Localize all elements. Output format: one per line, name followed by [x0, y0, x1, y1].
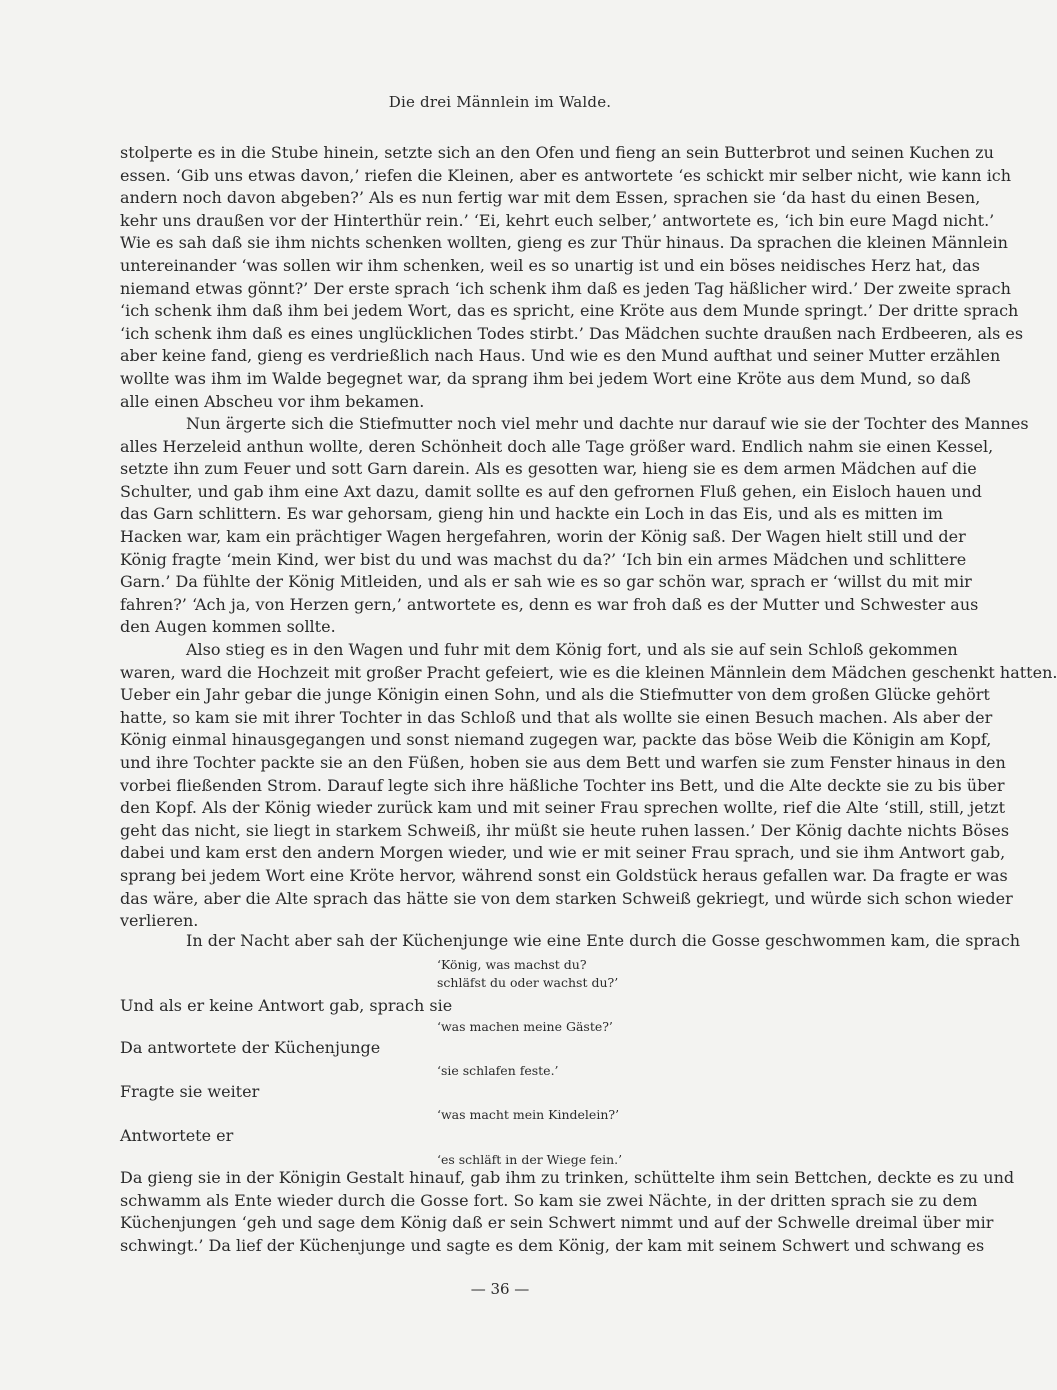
paragraph-4 [120, 930, 1021, 953]
verse-line: ‘was macht mein Kindelein?’ [437, 1107, 620, 1122]
text-line: aber keine fand, gieng es verdrießlich nach Haus. Und wie es den Mund aufthat und seiner Mutter erzählen [120, 346, 1001, 366]
text-line: den Augen kommen sollte. [120, 617, 336, 637]
text-line: untereinander ‘was sollen wir ihm schenken, weil es so unartig ist und ein böses neidisches Herz hat, das [120, 255, 980, 275]
text-line: und ihre Tochter packte sie an den Füßen, hoben sie aus dem Bett und warfen sie zum Fenster hinaus in den [120, 752, 1006, 772]
text-line: setzte ihn zum Feuer und sott Garn darein. Als es gesotten war, hieng sie es dem armen Mädchen auf die [120, 459, 977, 479]
verse-line: schläfst du oder wachst du?’ [437, 975, 619, 990]
text-line: Garn.’ Da fühlte der König Mitleiden, und als er sah wie es so gar schön war, sprach er ‘willst du mit mir [120, 572, 972, 592]
narration-line: Da antwortete der Küchenjunge [120, 1038, 381, 1057]
verse-line: ‘was machen meine Gäste?’ [437, 1019, 613, 1034]
text-line: stolperte es in die Stube hinein, setzte sich an den Ofen und fieng an sein Butterbrot und seinen Kuchen zu [120, 143, 994, 162]
running-title: Die drei Männlein im Walde. [388, 93, 612, 111]
text-line: Nun ärgerte sich die Stiefmutter noch viel mehr und dachte nur darauf wie sie der Tochter des Mannes [186, 414, 1029, 433]
text-line: König fragte ‘mein Kind, wer bist du und was machst du da?’ ‘Ich bin ein armes Mädchen und schlittere [120, 549, 967, 569]
text-line: das Garn schlittern. Es war gehorsam, gieng hin und hackte ein Loch in das Eis, und als es mitten im [120, 504, 943, 524]
text-line: Küchenjungen ‘geh und sage dem König daß er sein Schwert nimmt und auf der Schwelle dreimal über mir [120, 1213, 994, 1233]
text-line: verlieren. [120, 911, 199, 931]
text-line: König einmal hinausgegangen und sonst niemand zugegen war, packte das böse Weib die Königin am Kopf, [120, 730, 992, 750]
paragraph-3 [120, 639, 1057, 933]
text-line: dabei und kam erst den andern Morgen wieder, und wie er mit seiner Frau sprach, und sie ihm Antwort gab, [120, 843, 1006, 863]
text-line: kehr uns draußen vor der Hinterthür rein.’ ‘Ei, kehrt euch selber,’ antwortete es, ‘ich bin eure Magd nicht.’ [120, 210, 995, 230]
text-line: Also stieg es in den Wagen und fuhr mit dem König fort, und als sie auf sein Schloß gekommen [186, 640, 958, 659]
page-number: — 36 — [470, 1280, 530, 1298]
text-line: das wäre, aber die Alte sprach das hätte sie von dem starken Schweiß gekriegt, und würde sich schon wieder [120, 888, 1013, 908]
text-line: Hacken war, kam ein prächtiger Wagen hergefahren, worin der König saß. Der Wagen hielt still und der [120, 526, 966, 546]
text-line: andern noch davon abgeben?’ Als es nun fertig war mit dem Essen, sprachen sie ‘da hast du einen Besen, [120, 188, 981, 208]
text-line: Ueber ein Jahr gebar die junge Königin einen Sohn, und als die Stiefmutter von dem großen Glücke gehört [120, 685, 990, 705]
verse-line: ‘König, was machst du? [437, 957, 587, 972]
paragraph-2 [120, 413, 1029, 639]
text-line: wollte was ihm im Walde begegnet war, da sprang ihm bei jedem Wort eine Kröte aus dem Mund, so daß [120, 368, 971, 388]
text-line: den Kopf. Als der König wieder zurück kam und mit seiner Frau sprechen wollte, rief die Alte ‘still, still, jetzt [120, 798, 1005, 818]
text-line: In der Nacht aber sah der Küchenjunge wie eine Ente durch die Gosse geschwommen kam, die sprach [186, 931, 1021, 950]
text-line: Da gieng sie in der Königin Gestalt hinauf, gab ihm zu trinken, schüttelte ihm sein Bettchen, deckte es zu und [120, 1168, 1015, 1187]
narration-line: Und als er keine Antwort gab, sprach sie [120, 996, 453, 1015]
text-line: ‘ich schenk ihm daß ihm bei jedem Wort, das es spricht, eine Kröte aus dem Munde springt.’ Der dritte sprach [120, 301, 1019, 321]
text-line: geht das nicht, sie liegt in starkem Schweiß, ihr müßt sie heute ruhen lassen.’ Der König dachte nichts Böses [120, 820, 1010, 840]
verse-line: ‘es schläft in der Wiege fein.’ [437, 1152, 623, 1167]
paragraph-5 [120, 1167, 1015, 1257]
narration-line: Antwortete er [120, 1126, 234, 1145]
text-line: fahren?’ ‘Ach ja, von Herzen gern,’ antwortete es, denn es war froh daß es der Mutter und Schwester aus [120, 594, 979, 614]
text-line: waren, ward die Hochzeit mit großer Pracht gefeiert, wie es die kleinen Männlein dem Mädchen geschenkt hatten. [120, 662, 1057, 682]
text-line: alles Herzeleid anthun wollte, deren Schönheit doch alle Tage größer ward. Endlich nahm sie einen Kessel, [120, 436, 994, 456]
text-line: niemand etwas gönnt?’ Der erste sprach ‘ich schenk ihm daß es jeden Tag häßlicher wird.’ Der zweite sprach [120, 278, 1011, 298]
text-line: sprang bei jedem Wort eine Kröte hervor, während sonst ein Goldstück heraus gefallen war. Da fragte er was [120, 865, 1008, 885]
text-line: Wie es sah daß sie ihm nichts schenken wollten, gieng es zur Thür hinaus. Da sprachen die kleinen Männlein [120, 233, 1008, 253]
text-line: vorbei fließenden Strom. Darauf legte sich ihre häßliche Tochter ins Bett, und die Alte deckte sie zu bis über [120, 775, 1005, 795]
verse-line: ‘sie schlafen feste.’ [437, 1063, 559, 1078]
text-line: ‘ich schenk ihm daß es eines unglücklichen Todes stirbt.’ Das Mädchen suchte draußen nach Erdbeeren, als es [120, 323, 1024, 343]
text-line: essen. ‘Gib uns etwas davon,’ riefen die Kleinen, aber es antwortete ‘es schickt mir selber nicht, wie kann ich [120, 165, 1012, 185]
text-line: schwingt.’ Da lief der Küchenjunge und sagte es dem König, der kam mit seinem Schwert und schwang es [120, 1235, 985, 1255]
paragraph-1 [120, 142, 1024, 413]
narration-line: Fragte sie weiter [120, 1082, 260, 1101]
text-line: Schulter, und gab ihm eine Axt dazu, damit sollte es auf den gefrornen Fluß gehen, ein Eisloch hauen und [120, 481, 982, 501]
text-line: schwamm als Ente wieder durch die Gosse fort. So kam sie zwei Nächte, in der dritten sprach sie zu dem [120, 1190, 978, 1210]
text-line: alle einen Abscheu vor ihm bekamen. [120, 391, 425, 411]
text-line: hatte, so kam sie mit ihrer Tochter in das Schloß und that als wollte sie einen Besuch machen. Als aber der [120, 707, 993, 727]
